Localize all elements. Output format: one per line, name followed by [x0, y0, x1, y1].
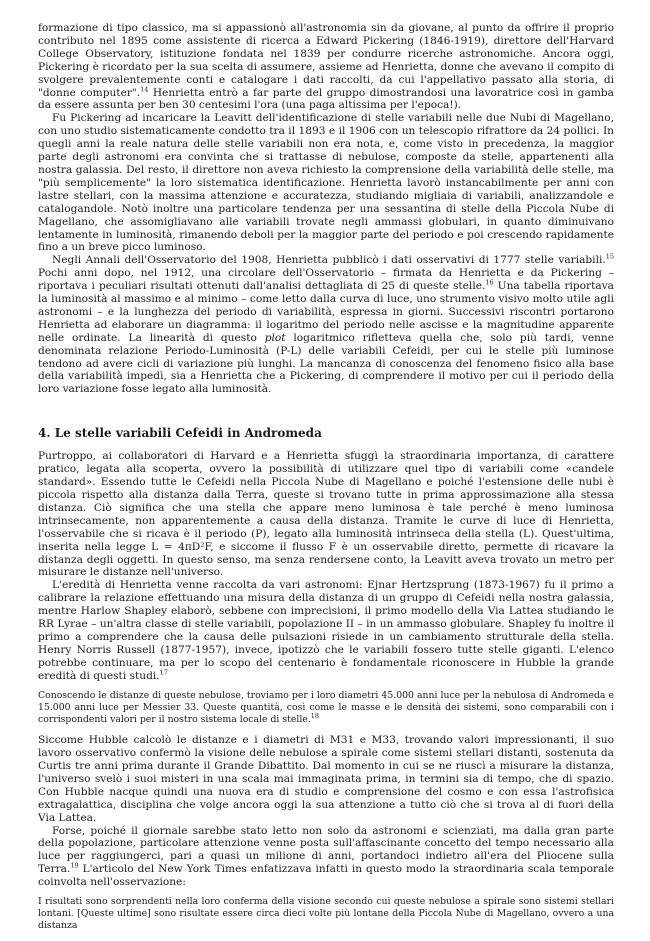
footnote-ref[interactable]: 15 [605, 252, 614, 261]
footnote-ref[interactable]: 17 [159, 668, 168, 677]
footnote-ref[interactable]: 19 [70, 861, 79, 870]
paragraph-5: L'eredità di Henrietta venne raccolta da vari astronomi: Ejnar Hertzsprung (1873-1967) fu il primo a calibrare la relazione effettuando una misura della distanza di un gruppo di Cefeidi nella nostra galassia, mentre Harlow Shapley elaborò, sebbene con imprecisioni, il primo modello della Via Lattea studiando le RR Lyrae – un'altra classe di stelle variabili, popolazione II – in un ammasso globulare. Shapley fu inoltre il primo a comprendere che la causa delle pulsazioni risiede in un cambiamento strutturale della stella. Henry Norris Russell (1877-1957), invece, ipotizzò che le variabili fossero tutte stelle giganti. L'elenco potrebbe continuare, ma per lo scopo del centenario è fondamentale riconoscere in Hubble la grande eredità di questi studi.$^{17}$ [38, 579, 615, 682]
section-heading: 4. Le stelle variabili Cefeidi in Andromeda [38, 426, 322, 441]
footnote-ref[interactable]: 18 [310, 711, 320, 720]
paragraph-1: formazione di tipo classico, ma si appassionò all'astronomia sin da giovane, al punto da offrire il proprio contributo nel 1895 come assistente di ricerca a Edward Pickering (1846-1919), direttore dell'Harvard College Observatory, istituzione fondata nel 1839 per condurre ricerche astronomiche. Ancora oggi, Pickering è ricordato per la sua scelta di assumere, assieme ad Henrietta, donne che avevano il compito di svolgere prevalentemente conti e catalogare i dati raccolti, da cui l'appellativo passato alla storia, di "donne computer".$^{14}$ Henrietta entrò a far parte del gruppo dimostrandosi una lavoratrice così in gamba da essere assunta per ben 30 centesimi l'ora (una paga altissima per l'epoca!). [38, 22, 614, 112]
footnote-ref[interactable]: 16 [485, 278, 494, 287]
block-quote-2 [38, 896, 614, 933]
quote-text: Conoscendo le distanze di queste nebulose, troviamo per i loro diametri 45.000 anni luce per la nebulosa di Andromeda e 15.000 anni luce per Messier 33. Queste quantità, così come le masse e le densità dei sistemi, sono comparabili con i corrispondenti valori per il nostro sistema locale di stelle.$^{18}$ [38, 689, 614, 725]
block-quote-1 [38, 690, 614, 727]
quote-text: I risultati sono sorprendenti nella loro conferma della visione secondo cui queste nebulose a spirale sono sistemi stellari lontani. [Queste ultime] sono risultate essere circa dieci volte più lontane della Piccola Nube di Magellano, ovvero a una distanza [38, 896, 614, 932]
paragraph-3: Negli Annali dell'Osservatorio del 1908, Henrietta pubblicò i dati osservativi di 1777 stelle variabili.$^{15}$ Pochi anni dopo, nel 1912, una circolare dell'Osservatorio – firmata da Henrietta e da Pickering – riportava i peculiari risultati ottenuti dall'analisi dettagliata di 25 di queste stelle.$^{16}$ Una tabella riportava la luminosità al massimo e al minimo – come letto dalla curva di luce, uno strumento visivo molto utile agli astronomi – e la lunghezza del periodo di variabilità, espressa in giorni. Successivi riscontri portarono Henrietta ad elaborare un diagramma: il logaritmo del periodo nelle ascisse e la magnitudine apparente nelle ordinate. La linearità di questo plot logaritmico rifletteva quella che, solo più tardi, venne denominata relazione Periodo-Luminosità (P-L) delle variabili Cefeidi, per cui le stelle più luminose tendono ad avere cicli di variazione più lunghi. La mancanza di conoscenza del fenomeno fisico alla base della variabilità impedì, sia a Henrietta che a Pickering, di comprendere il motivo per cui il periodo della loro variazione fosse legato alla luminosità. [38, 252, 614, 396]
paragraph-7: Forse, poiché il giornale sarebbe stato letto non solo da astronomi e scienziati, ma dalla gran parte della popolazione, particolare attenzione venne posta sull'affascinante concetto del tempo necessario alla luce per raggiungerci, pari a quasi un milione di anni, portandoci indietro all'era del Pliocene sulla Terra.$^{19}$ L'articolo del New York Times enfatizzava infatti in questo modo la straordinaria scala temporale coinvolta nell'osservazione: [38, 824, 614, 889]
paragraph-2: Fu Pickering ad incaricare la Leavitt dell'identificazione di stelle variabili nelle due Nubi di Magellano, con uno studio sistematicamente condotto tra il 1893 e il 1906 con un telescopio rifrattore da 24 pollici. In quegli anni la reale natura delle stelle variabili non era nota, e, come visto in precedenza, la maggior parte degli astronomi era convinta che si trattasse di nebulose, composte da stelle, appartenenti alla nostra galassia. Del resto, il direttore non aveva richiesto la comprensione della variabilità delle stelle, ma "più semplicemente" la loro sistematica identificazione. Henrietta lavorò instancabilmente per anni con lastre stellari, con la massima attenzione e accuratezza, studiando migliaia di variabili, analizzandole e catalogandole. Notò inoltre una particolare tendenza per una sessantina di stelle della Piccola Nube di Magellano, che assomigliavano alle variabili trovate negli ammassi globulari, in quanto diminuivano lentamente in luminosità, rimanendo deboli per la maggior parte del periodo e poi crescendo rapidamente fino a un breve picco luminoso. [38, 112, 614, 254]
footnote-ref[interactable]: 14 [140, 85, 149, 93]
paragraph-4: Purtroppo, ai collaboratori di Harvard e a Henrietta sfuggì la straordinaria importanza, di carattere pratico, legata alla scoperta, ovvero la possibilità di utilizzare quel tipo di variabili come «candele standard». Essendo tutte le Cefeidi nella Piccola Nube di Magellano e poiché l'estensione delle nubi è piccola rispetto alla distanza dalla Terra, queste si trovano tutte in prima approssimazione alla stessa distanza. Ciò significa che una stella che appare meno luminosa è tale perché è meno luminosa intrinsecamente, non apparentemente a causa della distanza. Tramite le curve di luce di Henrietta, l'osservabile che si ricava è il periodo (P), legato alla luminosità intrinseca della stella (L). Quest'ultima, inserita nella legge L = 4πD²F, e siccome il flusso F è un osservabile diretto, permette di ricavare la distanza degli oggetti. In questo senso, ma senza rendersene conto, la Leavitt aveva trovato un metro per misurare le distanze nell'universo. [38, 450, 614, 579]
paragraph-6: Siccome Hubble calcolò le distanze e i diametri di M31 e M33, trovando valori impressionanti, il suo lavoro osservativo confermò la visione delle nebulose a spirale come sistemi stellari distanti, sostenuta da Curtis tre anni prima durante il Grande Dibattito. Dal momento in cui se ne riuscì a misurare la distanza, l'universo svelò i suoi misteri in una scala mai immaginata prima, in termini sia di tempo, che di spazio. Con Hubble nacque quindi una nuova era di studio e comprensione del cosmo e con essa l'astrofisica extragalattica, disciplina che volge ancora oggi la sua attenzione a tutto ciò che si trova al di fuori della Via Lattea. [38, 734, 614, 824]
emphasis: plot [264, 331, 286, 344]
page-body [38, 22, 614, 941]
